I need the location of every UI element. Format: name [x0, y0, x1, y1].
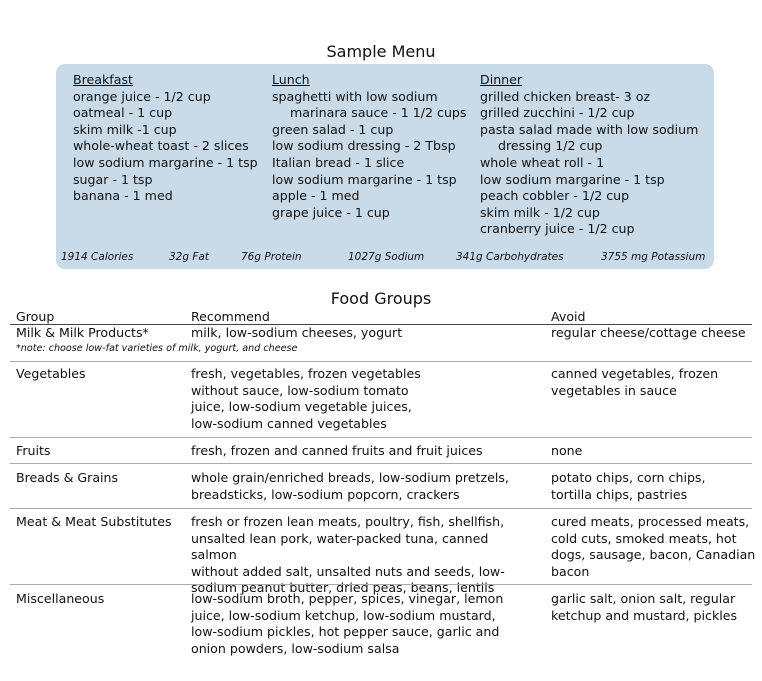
nutrition-carbohydrates: 341g Carbohydrates	[456, 251, 564, 263]
lunch-item: low sodium dressing - 2 Tbsp	[272, 138, 456, 154]
group-name: Breads & Grains	[16, 470, 119, 485]
breakfast-item: orange juice - 1/2 cup	[73, 88, 211, 104]
lunch-heading: Lunch	[272, 72, 310, 87]
recommend-line: fresh or frozen lean meats, poultry, fish, shellfish,	[191, 514, 505, 529]
avoid-line: cured meats, processed meats,	[551, 514, 750, 529]
row-divider	[10, 437, 752, 438]
lunch-item: low sodium margarine - 1 tsp	[272, 171, 457, 187]
lunch-item: marinara sauce - 1 1/2 cups	[290, 105, 467, 121]
dinner-item: grilled zucchini - 1/2 cup	[480, 105, 635, 121]
milk-note: *note: choose low-fat varieties of milk, yogurt, and cheese	[16, 343, 298, 354]
avoid-line: dogs, sausage, bacon, Canadian	[551, 547, 756, 563]
recommend-line: onion powders, low-sodium salsa	[191, 640, 400, 656]
recommend-line: whole grain/enriched breads, low-sodium pretzels,	[191, 470, 509, 485]
breakfast-item: whole-wheat toast - 2 slices	[73, 138, 249, 154]
avoid-line: canned vegetables, frozen	[551, 366, 719, 381]
recommend-line: breadsticks, low-sodium popcorn, crackers	[191, 486, 460, 502]
dinner-heading: Dinner	[480, 72, 523, 87]
breakfast-heading: Breakfast	[73, 72, 133, 87]
dinner-item: grilled chicken breast- 3 oz	[480, 88, 651, 104]
avoid-line: tortilla chips, pastries	[551, 486, 688, 502]
avoid-line: vegetables in sauce	[551, 382, 677, 398]
breakfast-item: banana - 1 med	[73, 188, 173, 204]
dinner-item: low sodium margarine - 1 tsp	[480, 171, 665, 187]
recommend-line: juice, low-sodium ketchup, low-sodium mustard,	[191, 607, 496, 623]
dinner-item: whole wheat roll - 1	[480, 154, 605, 170]
recommend-line: fresh, vegetables, frozen vegetables	[191, 366, 421, 381]
sample-menu-title: Sample Menu	[326, 42, 436, 61]
recommend-line: juice, low-sodium vegetable juices,	[191, 399, 412, 415]
group-name: Vegetables	[16, 366, 86, 381]
lunch-item: green salad - 1 cup	[272, 121, 394, 137]
breakfast-item: sugar - 1 tsp	[73, 171, 153, 187]
avoid-text	[551, 514, 756, 580]
avoid-line: garlic salt, onion salt, regular	[551, 591, 736, 606]
row-divider	[10, 361, 752, 362]
recommend-line: without added salt, unsalted nuts and seeds, low-	[191, 563, 505, 579]
avoid-text: none	[551, 443, 583, 458]
recommend-text: milk, low-sodium cheeses, yogurt	[191, 325, 403, 340]
row-divider	[10, 584, 752, 585]
lunch-item: apple - 1 med	[272, 188, 360, 204]
dinner-item: cranberry juice - 1/2 cup	[480, 221, 635, 237]
dinner-item: pasta salad made with low sodium	[480, 121, 699, 137]
recommend-line: low-sodium pickles, hot pepper sauce, garlic and	[191, 624, 500, 640]
group-name: Fruits	[16, 443, 51, 458]
breakfast-item: oatmeal - 1 cup	[73, 105, 173, 121]
nutrition-fat: 32g Fat	[169, 251, 209, 263]
avoid-line: ketchup and mustard, pickles	[551, 607, 738, 623]
nutrition-potassium: 3755 mg Potassium	[601, 251, 706, 263]
recommend-line: without sauce, low-sodium tomato	[191, 382, 409, 398]
row-divider	[10, 463, 752, 464]
lunch-item: grape juice - 1 cup	[272, 204, 390, 220]
recommend-text: fresh, frozen and canned fruits and fruit juices	[191, 443, 483, 458]
lunch-column	[272, 72, 467, 221]
recommend-text	[191, 470, 536, 503]
recommend-line: low-sodium canned vegetables	[191, 415, 387, 431]
lunch-item: spaghetti with low sodium	[272, 88, 438, 104]
recommend-line: low-sodium broth, pepper, spices, vinegar, lemon	[191, 591, 504, 606]
breakfast-item: skim milk -1 cup	[73, 121, 177, 137]
recommend-column-header: Recommend	[191, 309, 270, 324]
lunch-item: Italian bread - 1 slice	[272, 154, 405, 170]
avoid-text	[551, 591, 756, 624]
avoid-column-header: Avoid	[551, 309, 586, 324]
group-name: Miscellaneous	[16, 591, 105, 606]
avoid-line: cold cuts, smoked meats, hot	[551, 530, 737, 546]
dinner-column	[480, 72, 698, 238]
dinner-item: peach cobbler - 1/2 cup	[480, 188, 630, 204]
recommend-text	[191, 366, 536, 432]
avoid-line: bacon	[551, 563, 590, 579]
dinner-item: skim milk - 1/2 cup	[480, 204, 600, 220]
avoid-text	[551, 366, 756, 399]
food-groups-title: Food Groups	[330, 289, 432, 308]
avoid-text: regular cheese/cottage cheese	[551, 325, 746, 340]
group-name: Milk & Milk Products*	[16, 325, 149, 340]
recommend-text	[191, 591, 536, 657]
avoid-line: potato chips, corn chips,	[551, 470, 706, 485]
sample-menu-panel	[56, 64, 714, 269]
nutrition-calories: 1914 Calories	[61, 251, 134, 263]
group-column-header: Group	[16, 309, 55, 324]
nutrition-sodium: 1027g Sodium	[348, 251, 425, 263]
breakfast-item: low sodium margarine - 1 tsp	[73, 154, 258, 170]
row-divider	[10, 508, 752, 509]
recommend-line: sodium peanut butter, dried peas, beans, lentils	[191, 580, 495, 596]
dinner-item: dressing 1/2 cup	[498, 138, 603, 154]
group-name: Meat & Meat Substitutes	[16, 514, 172, 529]
nutrition-protein: 76g Protein	[241, 251, 302, 263]
recommend-line: unsalted lean pork, water-packed tuna, canned salmon	[191, 530, 489, 563]
avoid-text	[551, 470, 756, 503]
breakfast-column	[73, 72, 258, 205]
